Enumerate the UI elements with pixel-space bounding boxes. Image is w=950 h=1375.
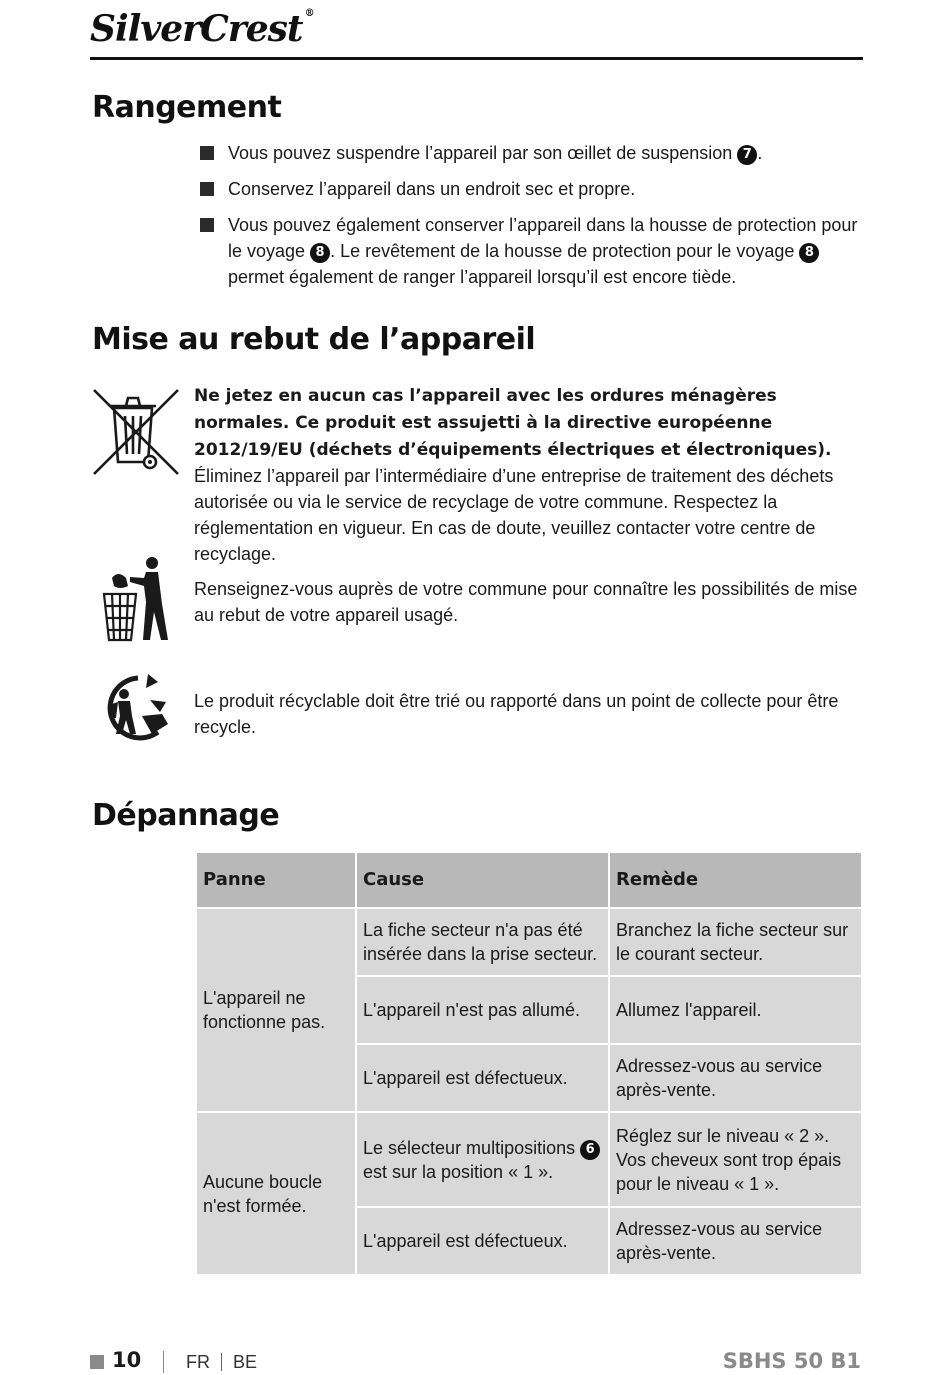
list-item: Conservez l’appareil dans un endroit sec et propre. [200, 176, 860, 202]
crossed-bin-icon [90, 386, 182, 478]
cause-cell: La fiche secteur n'a pas été insérée dans la prise secteur. [356, 908, 609, 976]
cause-cell: L'appareil est défectueux. [356, 1044, 609, 1112]
weee-warning-text: Éliminez l’appareil par l’intermédiaire d’une entreprise de traitement des déchets autorisée ou via le service de recyclage de votre commune. Respectez la réglementation en vigueur. En cas de doute, veuillez contacter votre centre de recyclage. [194, 466, 834, 564]
table-header-row [196, 852, 862, 908]
weee-warning-bold: Ne jetez en aucun cas l’appareil avec les ordures ménagères normales. Ce produit est assujetti à la directive européenne 2012/19/EU (déchets d’équipements électriques et électroniques). [194, 386, 832, 460]
ref-number-badge: 7 [737, 145, 757, 165]
recycle-symbol-icon [98, 672, 174, 744]
cause-cell: L'appareil est défectueux. [356, 1207, 609, 1275]
footer-lang-be: BE [233, 1352, 258, 1372]
fault-cell: Aucune boucle n'est formée. [196, 1112, 356, 1275]
list-item: Vous pouvez également conserver l’appareil dans la housse de protection pour le voyage 8 . Le revêtement de la housse de protection pour le voyage 8 permet également de ranger l’appareil lorsqu’il est encore tiède. [200, 212, 860, 290]
ref-number-badge: 6 [580, 1140, 600, 1160]
list-item: Vous pouvez suspendre l’appareil par son œillet de suspension 7 . [200, 140, 860, 166]
bullet-square-icon [200, 218, 214, 232]
header-rule [90, 57, 863, 60]
table-row [196, 1112, 862, 1207]
table-row [196, 908, 862, 976]
tidyman-icon [100, 556, 172, 642]
remedy-cell: Adressez-vous au service après-vente. [609, 1044, 862, 1112]
remedy-cell: Adressez-vous au service après-vente. [609, 1207, 862, 1275]
remedy-cell: Branchez la fiche secteur sur le courant secteur. [609, 908, 862, 976]
remedy-cell: Allumez l'appareil. [609, 976, 862, 1044]
bullet-square-icon [200, 146, 214, 160]
ref-number-badge: 8 [799, 243, 819, 263]
bullet-square-icon [200, 182, 214, 196]
footer-languages [186, 1352, 257, 1373]
storage-list [200, 140, 860, 300]
recycle-info-text: Le produit récyclable doit être trié ou rapporté dans un point de collecte pour être recycle. [194, 691, 839, 737]
weee-warning [194, 382, 862, 567]
troubleshooting-table [195, 851, 863, 1276]
commune-info-text: Renseignez-vous auprès de votre commune pour connaître les possibilités de mise au rebut de votre appareil usagé. [194, 579, 858, 625]
cause-cell: Le sélecteur multipositions 6 est sur la position « 1 ». [356, 1112, 609, 1207]
page-number: 10 [112, 1348, 142, 1372]
footer-lang-fr: FR [186, 1352, 210, 1372]
fault-cell: L'appareil ne fonctionne pas. [196, 908, 356, 1112]
section-title-storage: Rangement [92, 90, 282, 125]
cause-cell: L'appareil n'est pas allumé. [356, 976, 609, 1044]
footer-square-icon [90, 1355, 104, 1369]
section-title-disposal: Mise au rebut de l’appareil [92, 322, 536, 357]
ref-number-badge: 8 [310, 243, 330, 263]
footer-divider [163, 1351, 164, 1373]
column-header: Cause [356, 852, 609, 908]
model-number: SBHS 50 B1 [722, 1349, 861, 1373]
remedy-cell: Réglez sur le niveau « 2 ». Vos cheveux sont trop épais pour le niveau « 1 ». [609, 1112, 862, 1207]
brand-logo: SilverCrest ® [90, 8, 314, 50]
column-header: Panne [196, 852, 356, 908]
column-header: Remède [609, 852, 862, 908]
section-title-troubleshooting: Dépannage [92, 798, 280, 833]
